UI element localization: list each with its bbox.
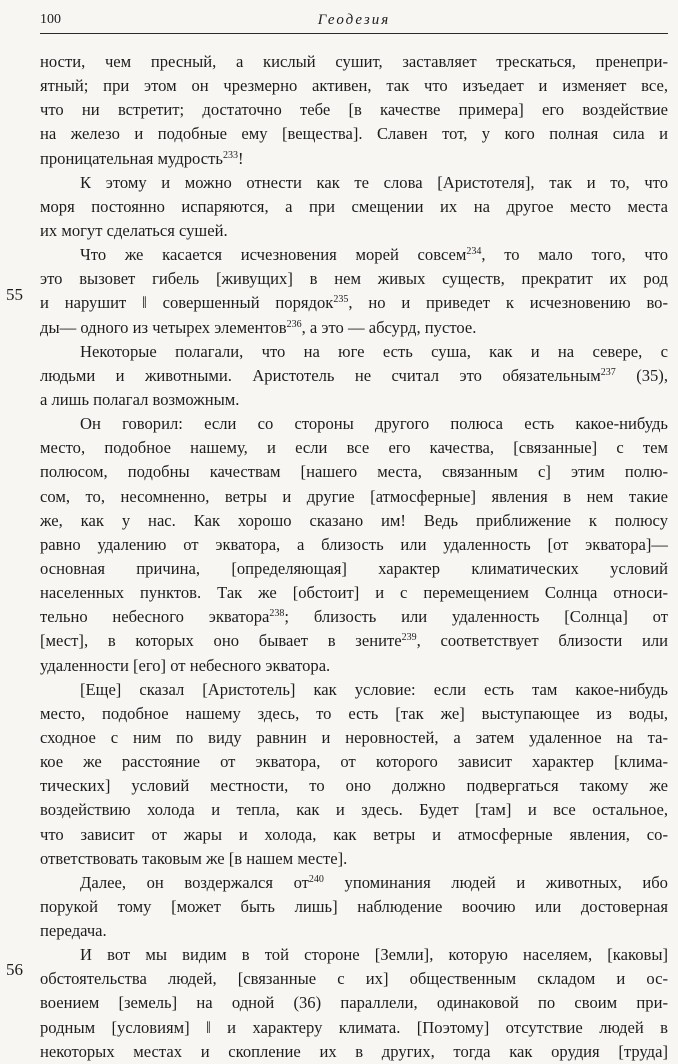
- text-line: [40, 774, 668, 798]
- text-line: [40, 1016, 668, 1040]
- line-text: !: [237, 148, 244, 168]
- footnote-ref: 237: [600, 366, 616, 378]
- footnote-ref: 239: [401, 632, 417, 644]
- line-text: родным [условиям] ‖ и характеру климата. [Поэтому] отсутствие людей в: [40, 1017, 668, 1037]
- header-rule: [40, 33, 668, 34]
- line-text: ности, чем пресный, а кислый сушит, заставляет трескаться, пренепри-: [40, 52, 668, 71]
- line-text: ответствовать таковым же [в нашем месте].: [40, 848, 348, 868]
- text-line: [40, 533, 668, 557]
- footnote-ref: 236: [286, 318, 302, 330]
- margin-number: 55: [6, 285, 23, 304]
- text-line: [40, 219, 668, 243]
- page-number: 100: [40, 12, 61, 27]
- line-text: передача.: [40, 921, 107, 941]
- text-line: [40, 460, 668, 484]
- line-text: , соответствует близости или: [416, 631, 668, 651]
- line-text: а лишь полагал возможным.: [40, 389, 240, 409]
- text-line: [40, 678, 668, 702]
- text-line: [40, 291, 668, 315]
- line-text: воздействию холода и тепла, как и здесь. Будет [там] и все остальное,: [40, 800, 668, 820]
- text-line: [40, 991, 668, 1015]
- line-text: Что же касается исчезновения морей совсем: [80, 245, 467, 265]
- line-text: что ни встретит; достаточно тебе [в качестве примера] его воздействие: [40, 100, 668, 120]
- line-text: некоторых местах и скопление их в других, тогда как орудия [труда]: [40, 1041, 668, 1061]
- line-text: [Еще] сказал [Аристотель] как условие: если есть там какое-нибудь: [80, 679, 668, 699]
- line-text: удаленности [его] от небесного экватора.: [40, 655, 331, 675]
- text-line: [40, 750, 668, 774]
- text-line: [40, 171, 668, 195]
- line-text: обстоятельства людей, [связанные с их] общественным складом и ос-: [40, 969, 668, 989]
- text-line: [40, 243, 668, 267]
- text-line: [40, 340, 668, 364]
- line-text: , а это — абсурд, пустое.: [301, 317, 477, 337]
- text-line: [40, 412, 668, 436]
- line-text: населенных пунктов. Так же [обстоит] и с перемещением Солнца относи-: [40, 583, 668, 603]
- line-text: место, подобное нашему, и если все его качества, [связанные] с тем: [40, 438, 668, 458]
- line-text: и нарушит ‖ совершенный порядок: [40, 293, 334, 313]
- margin-number: 56: [6, 960, 23, 979]
- line-text: Далее, он воздержался от: [80, 872, 309, 892]
- text-line: [40, 122, 668, 146]
- page-header: [40, 6, 668, 34]
- line-text: на железо и подобные ему [вещества]. Славен тот, у кого полная сила и: [40, 124, 668, 144]
- text-line: [40, 316, 668, 340]
- text-line: [40, 581, 668, 605]
- line-text: Некоторые полагали, что на юге есть суша, как и на севере, с: [80, 341, 668, 361]
- body-text: [40, 50, 668, 1064]
- text-line: [40, 388, 668, 412]
- line-text: это вызовет гибель [живущих] в нем живых существ, прекратит их род: [40, 269, 668, 289]
- text-line: [40, 485, 668, 509]
- text-line: [40, 1040, 668, 1064]
- line-text: [мест], в которых оно бывает в зените: [40, 631, 402, 651]
- text-line: [40, 823, 668, 847]
- line-text: полюсом, подобны качествам [нашего места, связанным с] этим полю-: [40, 462, 668, 482]
- text-line: [40, 267, 668, 291]
- running-title: Геодезия: [317, 12, 391, 28]
- line-text: тельно небесного экватора: [40, 607, 270, 627]
- line-text: их могут сделаться сушей.: [40, 220, 228, 240]
- text-line: [40, 364, 668, 388]
- line-text: людьми и животными. Аристотель не считал это обязательным: [40, 365, 601, 385]
- text-line: [40, 195, 668, 219]
- text-line: [40, 847, 668, 871]
- footnote-ref: 240: [308, 873, 324, 885]
- text-line: [40, 605, 668, 629]
- line-text: сом, то, несомненно, ветры и другие [атмосферные] явления в нем такие: [40, 486, 668, 506]
- line-text: же, как у нас. Как хорошо сказано им! Ведь приближение к полюсу: [40, 510, 668, 530]
- line-text: равно удалению от экватора, а близость или удаленность [от экватора]—: [40, 534, 668, 554]
- line-text: кое же расстояние от экватора, от которого зависит характер [клима-: [40, 752, 668, 772]
- text-line: [40, 798, 668, 822]
- line-text: моря постоянно испаряются, а при смещении их на другое место места: [40, 196, 668, 216]
- text-line: [40, 871, 668, 895]
- footnote-ref: 238: [269, 608, 285, 620]
- line-text: основная причина, [определяющая] характер климатических условий: [40, 558, 668, 578]
- line-text: , то мало того, что: [481, 245, 668, 265]
- text-line: [40, 895, 668, 919]
- text-line: [40, 943, 668, 967]
- line-text: Он говорил: если со стороны другого полюса есть какое-нибудь: [80, 414, 668, 434]
- line-text: ды— одного из четырех элементов: [40, 317, 287, 337]
- line-text: тических] условий местности, то оно должно подвергаться такому же: [40, 776, 668, 796]
- text-line: [40, 74, 668, 98]
- line-text: что зависит от жары и холода, как ветры и атмосферные явления, со-: [40, 824, 668, 844]
- line-text: проницательная мудрость: [40, 148, 223, 168]
- text-line: [40, 629, 668, 653]
- line-text: место, подобное нашему здесь, то есть [так же] выступающее из воды,: [40, 703, 668, 723]
- text-line: [40, 436, 668, 460]
- line-text: ятный; при этом он чрезмерно активен, так что изъедает и изменяет все,: [40, 76, 668, 96]
- line-text: , но и приведет к исчезновению во-: [348, 293, 668, 313]
- line-text: И вот мы видим в той стороне [Земли], которую населяем, [каковы]: [80, 945, 668, 965]
- line-text: (35),: [615, 365, 668, 385]
- line-text: воением [земель] на одной (36) параллели, одинаковой по своим при-: [40, 993, 668, 1013]
- text-line: [40, 50, 668, 74]
- line-text: ; близость или удаленность [Солнца] от: [284, 607, 668, 627]
- text-line: [40, 967, 668, 991]
- line-text: сходное с ним по виду равнин и неровностей, а затем удаленное на та-: [40, 727, 668, 747]
- text-line: [40, 919, 668, 943]
- text-line: [40, 557, 668, 581]
- text-line: [40, 654, 668, 678]
- text-line: [40, 509, 668, 533]
- line-text: порукой тому [может быть лишь] наблюдение воочию или достоверная: [40, 896, 668, 916]
- text-line: [40, 702, 668, 726]
- footnote-ref: 235: [333, 294, 349, 306]
- text-line: [40, 147, 668, 171]
- footnote-ref: 233: [222, 149, 238, 161]
- line-text: упоминания людей и животных, ибо: [323, 872, 668, 892]
- text-line: [40, 98, 668, 122]
- line-text: К этому и можно отнести как те слова [Аристотеля], так и то, что: [80, 172, 668, 192]
- footnote-ref: 234: [466, 246, 482, 258]
- text-line: [40, 726, 668, 750]
